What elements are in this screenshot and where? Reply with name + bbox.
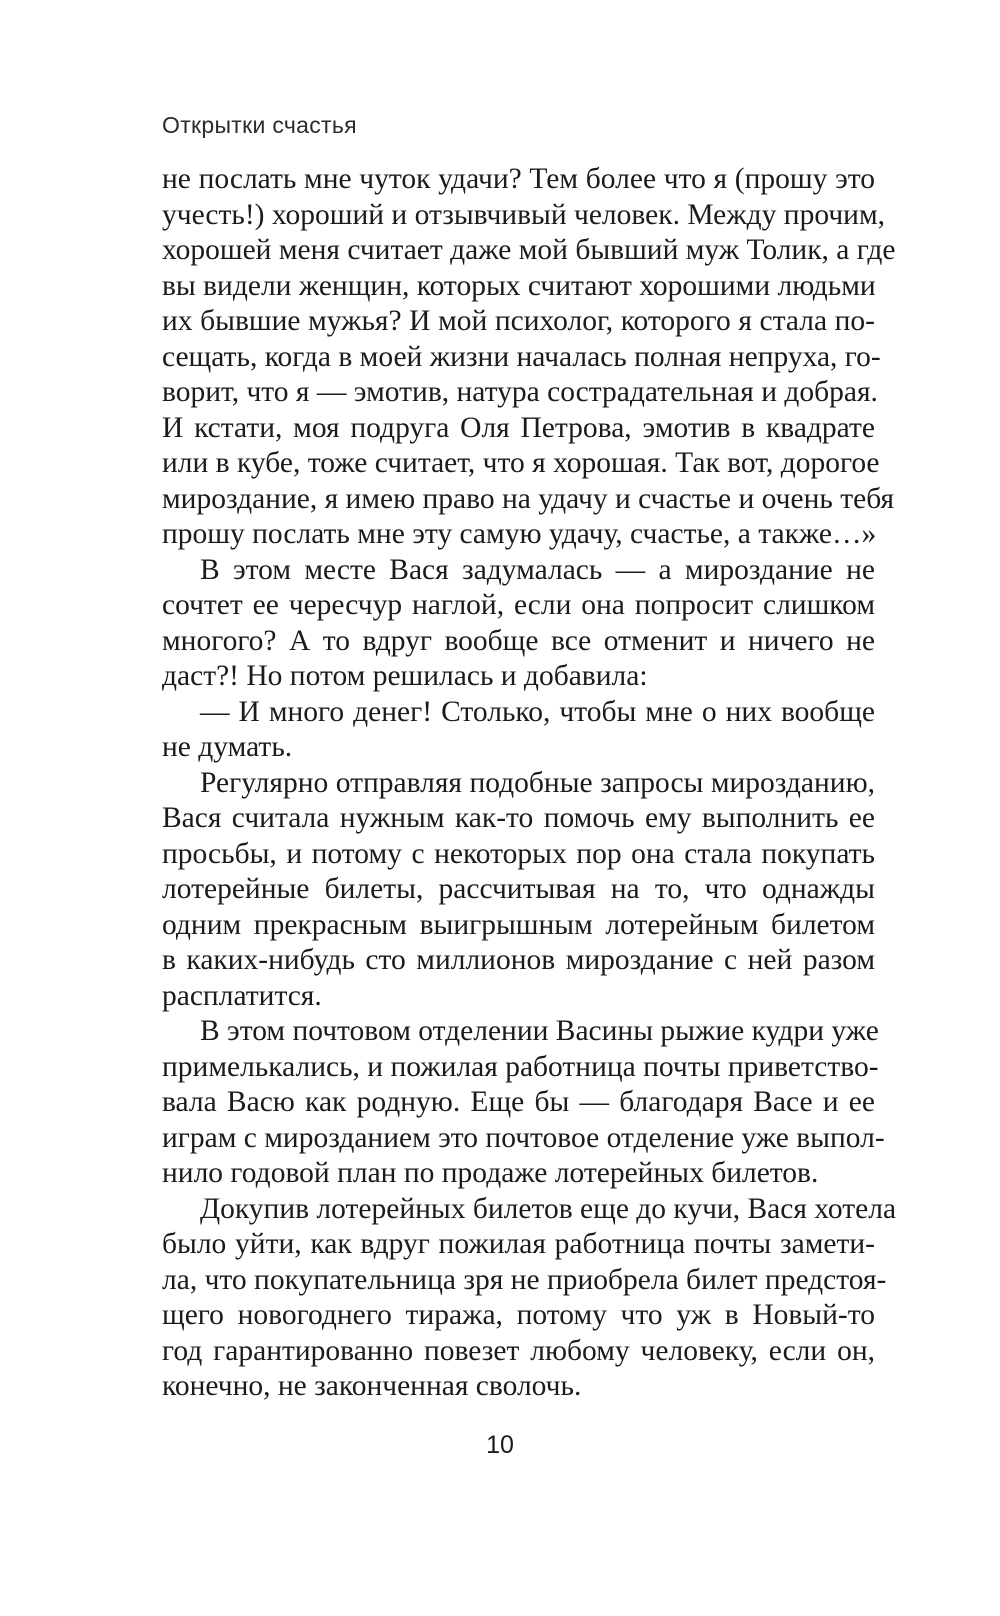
- text-line: их бывшие мужья? И мой психолог, которого я стала по-: [162, 305, 875, 337]
- text-line: вала Васю как родную. Еще бы — благодаря Васе и ее: [162, 1086, 875, 1118]
- text-line: ла, что покупательница зря не приобрела билет предстоя-: [162, 1263, 887, 1296]
- text-line: Вася считала нужным как-то помочь ему выполнить ее: [162, 802, 875, 834]
- text-line: прошу послать мне эту самую удачу, счастье, а также…»: [162, 518, 877, 550]
- text-line: Регулярно отправляя подобные запросы мирозданию,: [200, 766, 875, 799]
- text-line: в каких-нибудь сто миллионов мироздание с ней разом: [162, 944, 875, 976]
- text-line: — И много денег! Столько, чтобы мне о них вообще: [200, 695, 875, 728]
- text-line: было уйти, как вдруг пожилая работница почты замети-: [162, 1228, 875, 1260]
- running-header: Открытки счастья: [162, 112, 357, 138]
- text-line: лотерейные билеты, рассчитывая на то, что однажды: [162, 873, 875, 905]
- text-line: ворит, что я — эмотив, натура сострадательная и добрая.: [162, 376, 878, 408]
- text-line: В этом почтовом отделении Васины рыжие кудри уже: [200, 1015, 879, 1047]
- text-line: играм с мирозданием это почтовое отделение уже выпол-: [162, 1121, 885, 1154]
- text-line: одним прекрасным выигрышным лотерейным билетом: [162, 908, 875, 941]
- text-line: И кстати, моя подруга Оля Петрова, эмотив в квадрате: [162, 411, 875, 444]
- text-line: расплатится.: [162, 979, 322, 1012]
- text-line: учесть!) хороший и отзывчивый человек. Между прочим,: [162, 198, 885, 231]
- text-line: примелькались, и пожилая работница почты приветство-: [162, 1050, 879, 1083]
- text-line: даст?! Но потом решилась и добавила:: [162, 660, 648, 692]
- text-line: В этом месте Вася задумалась — а мироздание не: [200, 553, 875, 586]
- text-line: просьбы, и потому с некоторых пор она стала покупать: [162, 837, 875, 870]
- text-line: сещать, когда в моей жизни началась полная непруха, го-: [162, 340, 881, 373]
- text-line: мироздание, я имею право на удачу и счастье и очень тебя: [162, 482, 895, 515]
- text-line: нило годовой план по продаже лотерейных билетов.: [162, 1157, 819, 1189]
- text-line: не думать.: [162, 731, 293, 763]
- text-line: вы видели женщин, которых считают хорошими людьми: [162, 269, 876, 302]
- text-line: не послать мне чуток удачи? Тем более что я (прошу это: [162, 163, 875, 195]
- page-number: 10: [486, 1431, 514, 1459]
- text-line: сочтет ее чересчур наглой, если она попросит слишком: [162, 589, 875, 621]
- text-line: хорошей меня считает даже мой бывший муж Толик, а где: [162, 234, 896, 266]
- text-line: год гарантированно повезет любому человеку, если он,: [162, 1334, 875, 1367]
- text-line: Докупив лотерейных билетов еще до кучи, Вася хотела: [200, 1192, 897, 1225]
- text-line: или в кубе, тоже считает, что я хорошая. Так вот, дорогое: [162, 447, 880, 479]
- text-line: многого? А то вдруг вообще все отменит и ничего не: [162, 624, 875, 657]
- text-line: щего новогоднего тиража, потому что уж в Новый-то: [162, 1299, 875, 1331]
- text-line: конечно, не законченная сволочь.: [162, 1370, 582, 1402]
- body-text: [162, 162, 897, 1405]
